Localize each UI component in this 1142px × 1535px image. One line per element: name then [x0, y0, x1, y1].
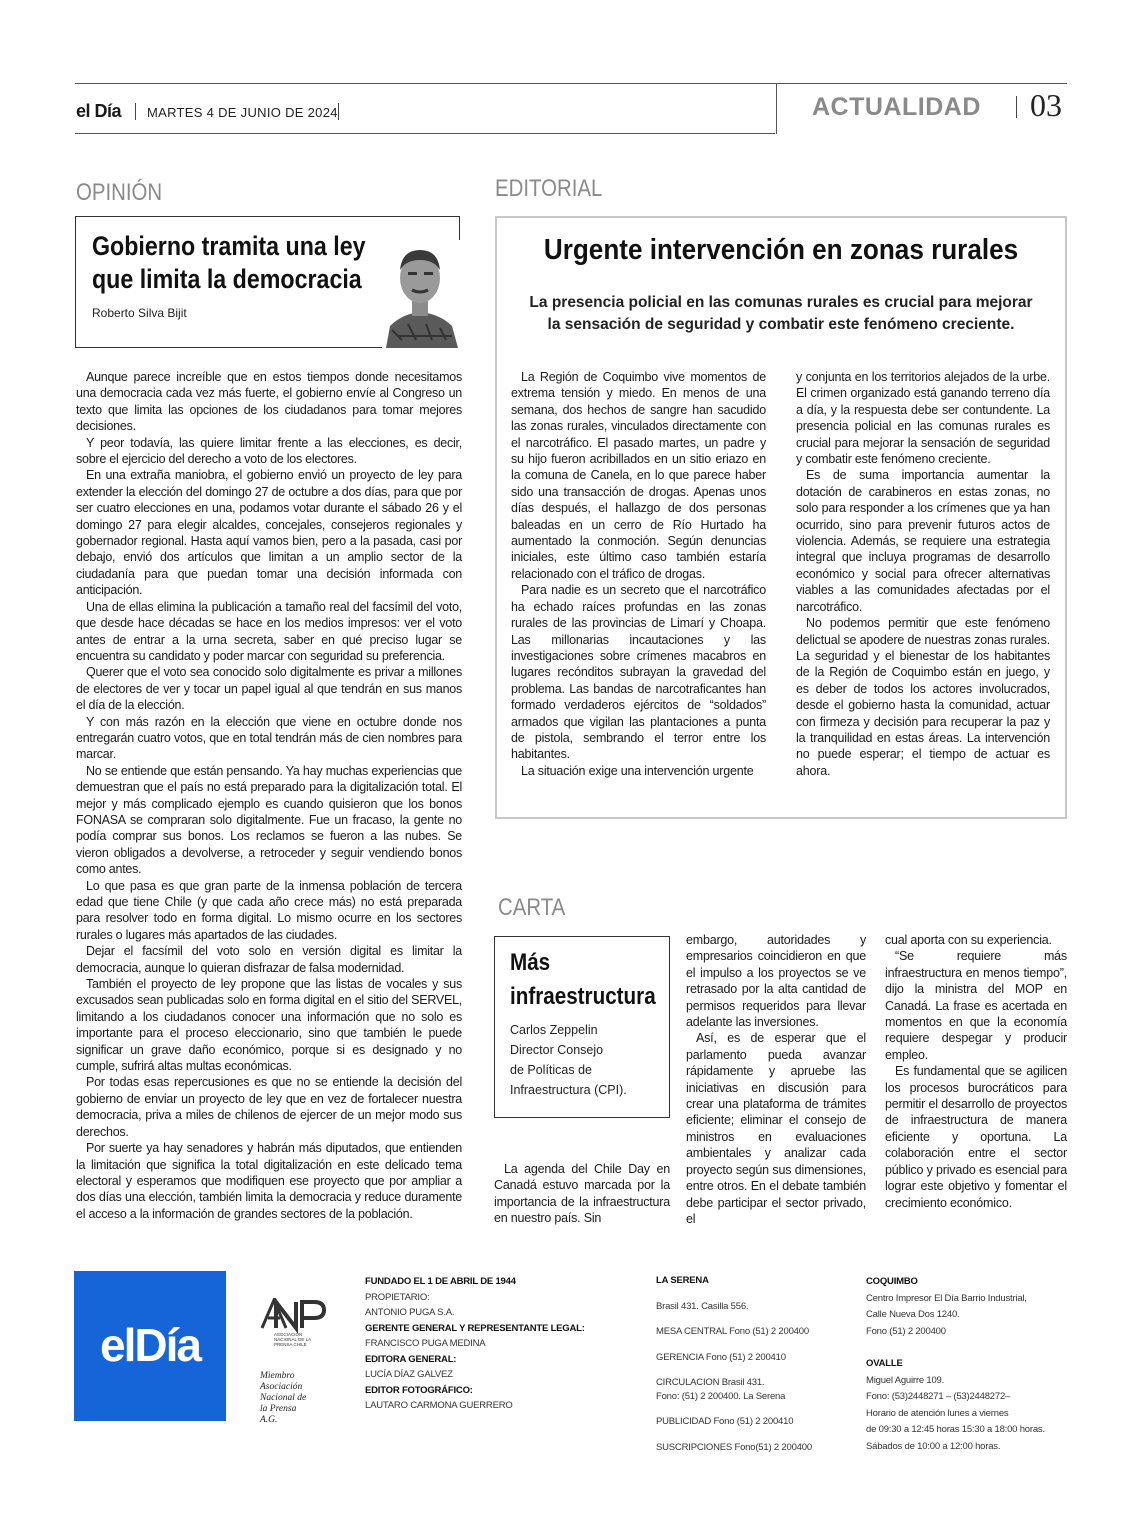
paragraph: “Se requiere más infraestructura en menos tiempo”, dijo la ministra del MOP en Canadá. La frase es acertada en momentos en que la economía requiere despegar y producir empleo. — [885, 949, 1067, 1062]
section-name: ACTUALIDAD — [812, 93, 981, 121]
editorial-column-2 — [796, 369, 1050, 779]
paragraph: Querer que el voto sea conocido solo digitalmente es privar a millones de electores de ver y tocar un papel igual al que tendrán en sus manos el día de la elección. — [76, 665, 462, 713]
office-heading: COQUIMBO — [866, 1276, 918, 1287]
contact-line: Miguel Aguirre 109. — [866, 1374, 945, 1386]
opinion-title: Gobierno tramita una ley que limita la democracia — [92, 231, 366, 294]
carta-column-2 — [686, 932, 866, 1227]
staff-label: EDITORA GENERAL: — [365, 1353, 457, 1365]
contact-line: Fono: (51) 2 200400. La Serena — [656, 1390, 786, 1402]
page-number: 03 — [1030, 87, 1062, 123]
masthead-brand: el Día — [76, 101, 122, 121]
carta-column-1 — [494, 1161, 670, 1227]
carta-kicker: CARTA — [498, 894, 566, 921]
contact-line: de 09:30 a 12:45 horas 15:30 a 18:00 horas. — [866, 1424, 1045, 1435]
staff-label: GERENTE GENERAL Y REPRESENTANTE LEGAL: — [365, 1322, 585, 1334]
paragraph: Aunque parece increíble que en estos tiempos donde necesitamos una democracia cada vez más fuerte, el gobierno envíe al Congreso un texto que limita las opciones de los ciudadanos para tomar mejores decisiones. — [76, 370, 462, 434]
staff-credits — [365, 1274, 585, 1414]
paragraph: No podemos permitir que este fenómeno delictual se apodere de nuestras zonas rurales. La seguridad y el bienestar de los habitantes de la Región de Coquimbo están en juego, y es deber de todos los actores involucrados, desde el gobierno hasta la comunidad, actuar con firmeza y decisión para recuperar la paz y la tranquilidad en estas áreas. La intervención no puede esperar; el tiempo de actuar es ahora. — [796, 616, 1050, 778]
caption-line: Asociación — [260, 1382, 303, 1392]
paragraph: Y peor todavía, las quiere limitar frente a las elecciones, es decir, sobre el ejercicio del derecho a voto de los electores. — [76, 435, 462, 467]
header-rule-bottom — [75, 133, 775, 134]
issue-date: MARTES 4 DE JUNIO DE 2024 — [147, 105, 338, 120]
ovalle-contacts — [866, 1356, 1045, 1455]
paragraph: Y con más razón en la elección que viene en octubre donde nos entregarán cuatro votos, que en total tendrán más de cien nombres para marcar. — [76, 714, 462, 762]
editorial-column-1 — [511, 369, 766, 779]
editorial-title: Urgente intervención en zonas rurales — [543, 234, 1019, 266]
editorial-subtitle — [495, 292, 1067, 336]
caption-line: la Prensa — [260, 1404, 297, 1414]
staff-label: EDITOR FOTOGRÁFICO: — [365, 1384, 473, 1396]
caption-line: Nacional de — [260, 1393, 307, 1403]
opinion-kicker: OPINIÓN — [76, 179, 163, 206]
contact-line: MESA CENTRAL Fono (51) 2 200400 — [656, 1326, 809, 1337]
paragraph-continued: cual aporta con su experiencia. — [885, 933, 1052, 947]
opinion-body — [76, 369, 462, 1222]
carta-column-3 — [885, 932, 1067, 1211]
header-pipe — [1016, 96, 1017, 118]
editorial-subtitle-text: La presencia policial en las comunas rurales es crucial para mejorar la sensación de seguridad y combatir este fenómeno creciente. — [529, 294, 1033, 333]
staff-value: LUCÍA DÍAZ GALVEZ — [365, 1369, 453, 1380]
founded-line: FUNDADO EL 1 DE ABRIL DE 1944 — [365, 1276, 516, 1287]
anp-small-text: ASOCIACIÓN NACIONAL DE LA PRENSA CHILE — [274, 1332, 311, 1347]
staff-value: ANTONIO PUGA S.A. — [365, 1307, 455, 1318]
caption-line: Miembro — [260, 1371, 295, 1381]
paragraph: Lo que pasa es que gran parte de la inmensa población de tercera edad que tiene Chile (y que cada año crece más) no está preparada para resolver todo en forma digital. Lo mismo ocurre en los sectores rurales o lugares más apartados de las ciudades. — [76, 878, 462, 942]
caption-line: A.G. — [260, 1415, 278, 1425]
paragraph: No se entiende que están pensando. Ya hay muchas experiencias que demuestran que el país no está preparado para la digitalización total. El mejor y más complicado ejemplo es cuando quisieron que los bonos FONASA se compraran solo digitalmente. Fue un fracaso, la gente no podía comprar sus bonos. Los reclamos se fueron a las nubes. Se vieron obligados a devolverse, a retroceder y seguir vendiendo bonos como antes. — [76, 763, 462, 877]
paragraph: Es fundamental que se agilicen los procesos burocráticos para permitir el desarrollo de proyectos de infraestructura de manera eficiente y oportuna. La colaboración entre el sector público y privado es esencial para lograr este objetivo y fomentar el crecimiento económico. — [885, 1064, 1067, 1210]
author-line: de Políticas de — [510, 1063, 592, 1077]
paragraph: Por todas esas repercusiones es que no se entiende la decisión del gobierno de enviar un proyecto de ley que en vez de fortalecer nuestra democracia, priva a miles de chilenos de ejercer de un mejor modo sus derechos. — [76, 1075, 462, 1139]
staff-label: PROPIETARIO: — [365, 1291, 430, 1303]
paragraph: Por suerte ya hay senadores y habrán más diputados, que entienden la limitación que significa la total digitalización en este delicado tema electoral y esperamos que modifiquen ese proyecto que por ampliar a dos días una elección, también limita la democracia y reduce duramente el acceso a la información de grandes sectores de la población. — [76, 1141, 462, 1221]
contact-line: Horario de atención lunes a viernes — [866, 1407, 1009, 1419]
header-pipe — [135, 103, 136, 120]
editorial-kicker: EDITORIAL — [495, 175, 603, 202]
paragraph: La agenda del Chile Day en Canadá estuvo marcada por la importancia de la infraestructura en nuestro país. Sin — [494, 1162, 670, 1226]
office-heading: OVALLE — [866, 1358, 903, 1369]
paragraph: Para nadie es un secreto que el narcotráfico ha echado raíces profundas en las zonas rurales de las provincias de Limarí y Choapa. Las millonarias incautaciones y las investigaciones sobre crímenes macabros en lugares recónditos subrayan la gravedad del problema. Las bandas de narcotraficantes han formado verdaderos ejércitos de “soldados” armados que vigilan las plantaciones a punta de pistola, sembrando el terror entre los habitantes. — [511, 583, 766, 762]
carta-title: Más infraestructura — [510, 949, 656, 1010]
author-line: Director Consejo — [510, 1043, 604, 1057]
staff-value: FRANCISCO PUGA MEDINA — [365, 1338, 486, 1349]
contact-line: Calle Nueva Dos 1240. — [866, 1309, 960, 1320]
author-line: Carlos Zeppelin — [510, 1023, 598, 1037]
author-line: Infraestructura (CPI). — [510, 1083, 627, 1097]
contact-line: PUBLICIDAD Fono (51) 2 200410 — [656, 1416, 794, 1427]
contact-line: Sábados de 10:00 a 12:00 horas. — [866, 1440, 1001, 1452]
paragraph: Es de suma importancia aumentar la dotación de carabineros en estas zonas, no solo para responder a los crímenes que ya han ocurrido, sino para prevenir futuros actos de violencia. Además, se requiere una estrategia integral que incluya programas de desarrollo económico y social para ofrecer alternativas viables a las comunidades afectadas por el narcotráfico. — [796, 468, 1050, 614]
paragraph: También el proyecto de ley propone que las listas de vocales y sus excusados sean publicadas solo en forma digital en el sitio del SERVEL, limitando a los ciudadanos conocer una información que no solo es importante para el proceso eleccionario, sino que también le puede significar un grave daño económico, porque si es designado y no cumple, sufrirá altas multas económicas. — [76, 977, 462, 1074]
coquimbo-contacts — [866, 1274, 1027, 1340]
paragraph: La situación exige una intervención urgente — [521, 763, 754, 778]
la-serena-contacts — [656, 1274, 812, 1454]
header-pipe — [338, 103, 339, 120]
paragraph: Así, es de esperar que el parlamento pueda avanzar rápidamente y apruebe las iniciativas en discusión para crear una plataforma de trámites eficiente; eliminar el consejo de ministros en evaluaciones ambientales y analizar cada proyecto según sus dimensiones, entre otros. En el debate también debe participar el sector privado, el — [686, 1031, 866, 1226]
contact-line: SUSCRIPCIONES Fono(51) 2 200400 — [656, 1441, 812, 1453]
contact-line: Brasil 431. Casilla 556. — [656, 1300, 749, 1312]
header-rule-top — [75, 83, 1067, 84]
paragraph: En una extraña maniobra, el gobierno envió un proyecto de ley para extender la elección del domingo 27 de octubre a dos días, para que por ser cuatro elecciones en una, podamos votar durante el sábado 26 y el domingo 27 para elegir alcaldes, concejales, consejeros regionales y gobernador regional. Hasta aquí vamos bien, pero a la pasada, casi por debajo, envió dos artículos que limitan a un amplio sector de la ciudadanía para que puedan tomar una decisión informada con anticipación. — [76, 468, 462, 598]
office-heading: LA SERENA — [656, 1275, 709, 1286]
opinion-author: Roberto Silva Bijit — [92, 306, 187, 320]
contact-line: Centro Impresor El Día Barrio Industrial, — [866, 1292, 1027, 1304]
newspaper-logo: elDía — [100, 1319, 200, 1371]
paragraph-continued: y conjunta en los territorios alejados de la urbe. El crimen organizado está ganando terreno día a día, y la respuesta debe ser contundente. La presencia policial en las comunas rurales es crucial para mejorar la sensación de seguridad y combatir este fenómeno creciente. — [796, 370, 1050, 467]
header-separator — [776, 83, 777, 134]
anp-caption — [260, 1371, 306, 1426]
paragraph: Dejar el facsímil del voto solo en versión digital es limitar la democracia, aunque lo quieran disfrazar de falsa modernidad. — [76, 944, 462, 975]
contact-line: CIRCULACION Brasil 431. — [656, 1377, 765, 1388]
paragraph: Una de ellas elimina la publicación a tamaño real del facsímil del voto, que desde hace décadas se hace en los medios impresos: ver el voto antes de entrar a la urna secreta, saber en qué preciso lugar se encuentra su candidato y poder marcar con seguridad su preferencia. — [76, 599, 462, 663]
contact-line: GERENCIA Fono (51) 2 200410 — [656, 1351, 786, 1363]
paragraph-continued: embargo, autoridades y empresarios coincidieron en que el impulso a los proyectos se ve retrasado por la alta cantidad de permisos requeridos para llevar adelante las inversiones. — [686, 933, 866, 1030]
paragraph: La Región de Coquimbo vive momentos de extrema tensión y miedo. En menos de una semana, dos hechos de sangre han sacudido las zonas rurales, vinculados directamente con el narcotráfico. El pasado martes, un padre y su hijo fueron acribillados en un sitio eriazo en la comuna de Canela, en lo que parece haber sido una transacción de drogas. Apenas unos días después, el hallazgo de dos personas baleadas en un cerro de Río Hurtado ha aumentado la conmoción. Según denuncias iniciales, este último caso también estaría relacionado con el tráfico de drogas. — [511, 370, 766, 581]
author-photo — [382, 240, 460, 348]
staff-value: LAUTARO CARMONA GUERRERO — [365, 1400, 513, 1411]
carta-author — [510, 1020, 627, 1100]
contact-line: Fono: (53)2448271 – (53)2448272– — [866, 1391, 1011, 1402]
contact-line: Fono (51) 2 200400 — [866, 1325, 946, 1337]
